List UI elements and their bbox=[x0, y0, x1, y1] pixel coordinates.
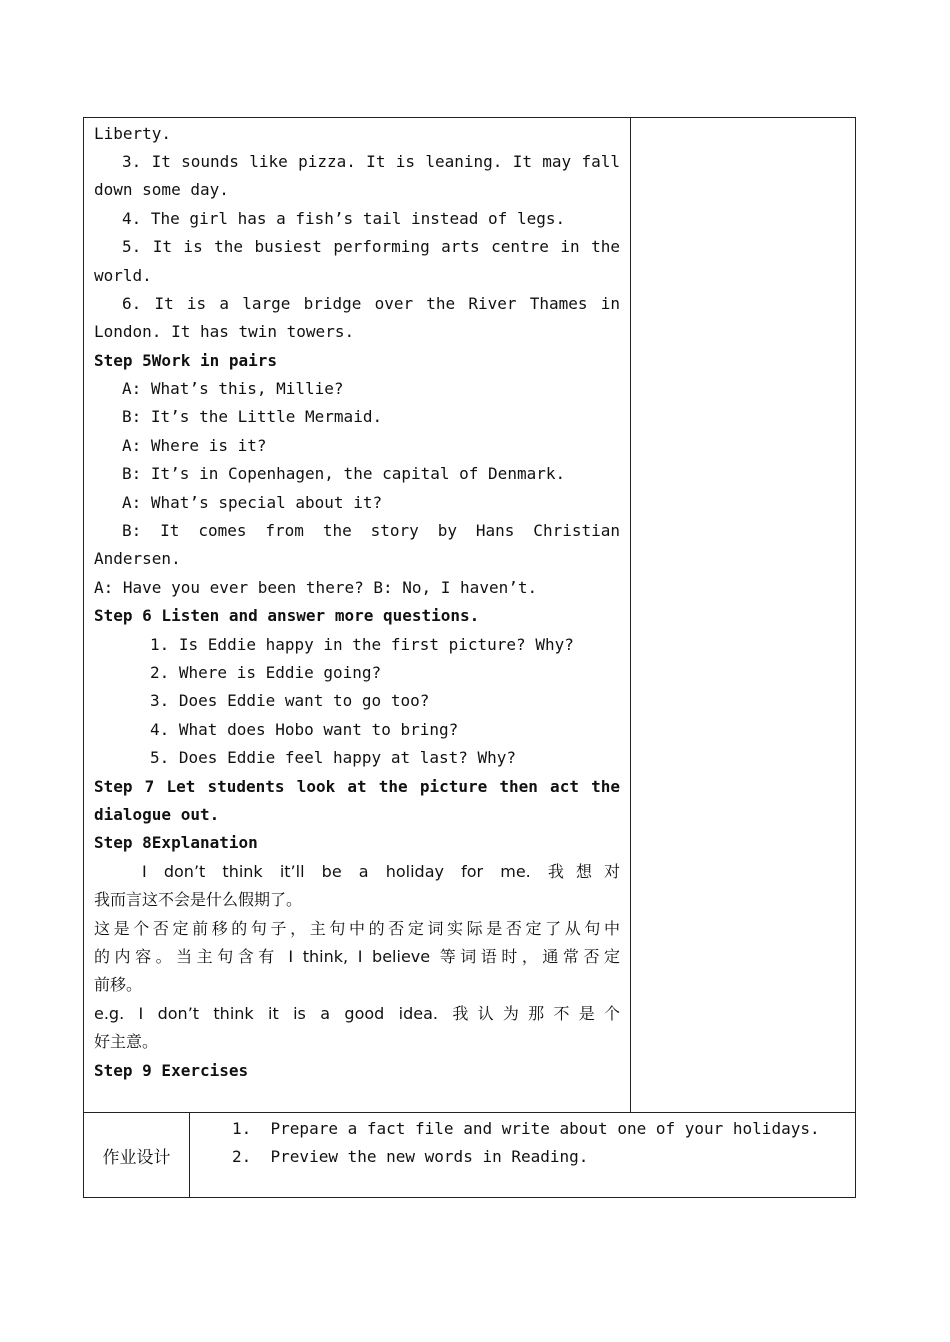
text-line: Liberty. bbox=[94, 124, 172, 143]
text-line: 5. It is the busiest performing arts centre in the bbox=[122, 237, 620, 256]
step-heading: Step 6 Listen and answer more questions. bbox=[94, 606, 480, 625]
step-heading: Step 5Work in pairs bbox=[94, 351, 278, 370]
step-heading: dialogue out. bbox=[94, 805, 220, 824]
question-item: 1. Is Eddie happy in the first picture? Why? bbox=[150, 635, 574, 654]
dialogue-line: B: It comes from the story by Hans Christian bbox=[122, 521, 620, 540]
teaching-process-cell bbox=[84, 118, 631, 1112]
dialogue-line: A: Have you ever been there? B: No, I haven’t. bbox=[94, 578, 538, 597]
text-line: 这是个否定前移的句子，主句中的否定词实际是否定了从句中 bbox=[94, 919, 620, 938]
text-line: I don’t think it’ll be a holiday for me. 我想对 bbox=[142, 862, 620, 881]
text-line: 好主意。 bbox=[94, 1032, 159, 1051]
question-item: 4. What does Hobo want to bring? bbox=[150, 720, 459, 739]
text-line: 前移。 bbox=[94, 975, 143, 994]
dialogue-line: A: What’s special about it? bbox=[122, 493, 383, 512]
homework-content-cell bbox=[190, 1113, 855, 1197]
text-line: e.g. I don’t think it is a good idea. 我认为那不是个 bbox=[94, 1004, 620, 1023]
homework-item: 1. Prepare a fact file and write about one of your holidays. bbox=[232, 1119, 820, 1138]
text-line: down some day. bbox=[94, 180, 229, 199]
notes-cell bbox=[631, 118, 855, 1112]
question-item: 3. Does Eddie want to go too? bbox=[150, 691, 430, 710]
dialogue-line: B: It’s in Copenhagen, the capital of Denmark. bbox=[122, 464, 566, 483]
question-item: 2. Where is Eddie going? bbox=[150, 663, 382, 682]
text-line: 4. The girl has a fish’s tail instead of legs. bbox=[122, 209, 566, 228]
step-heading: Step 8Explanation bbox=[94, 833, 258, 852]
text-line: 我而言这不会是什么假期了。 bbox=[94, 890, 303, 909]
step-heading: Step 7 Let students look at the picture then act the bbox=[94, 777, 620, 796]
homework-label: 作业设计 bbox=[84, 1113, 190, 1197]
dialogue-line: A: What’s this, Millie? bbox=[122, 379, 344, 398]
homework-item: 2. Preview the new words in Reading. bbox=[232, 1147, 589, 1166]
step-heading: Step 9 Exercises bbox=[94, 1061, 249, 1080]
lesson-plan-table bbox=[83, 117, 856, 1198]
text-line: world. bbox=[94, 266, 152, 285]
text-line: 的内容。当主句含有 I think, I believe 等词语时，通常否定 bbox=[94, 947, 620, 966]
text-line: London. It has twin towers. bbox=[94, 322, 355, 341]
text-line: 6. It is a large bridge over the River Thames in bbox=[122, 294, 620, 313]
question-item: 5. Does Eddie feel happy at last? Why? bbox=[150, 748, 517, 767]
dialogue-line: B: It’s the Little Mermaid. bbox=[122, 407, 383, 426]
text-line: 3. It sounds like pizza. It is leaning. It may fall bbox=[122, 152, 620, 171]
dialogue-line: Andersen. bbox=[94, 549, 181, 568]
dialogue-line: A: Where is it? bbox=[122, 436, 267, 455]
